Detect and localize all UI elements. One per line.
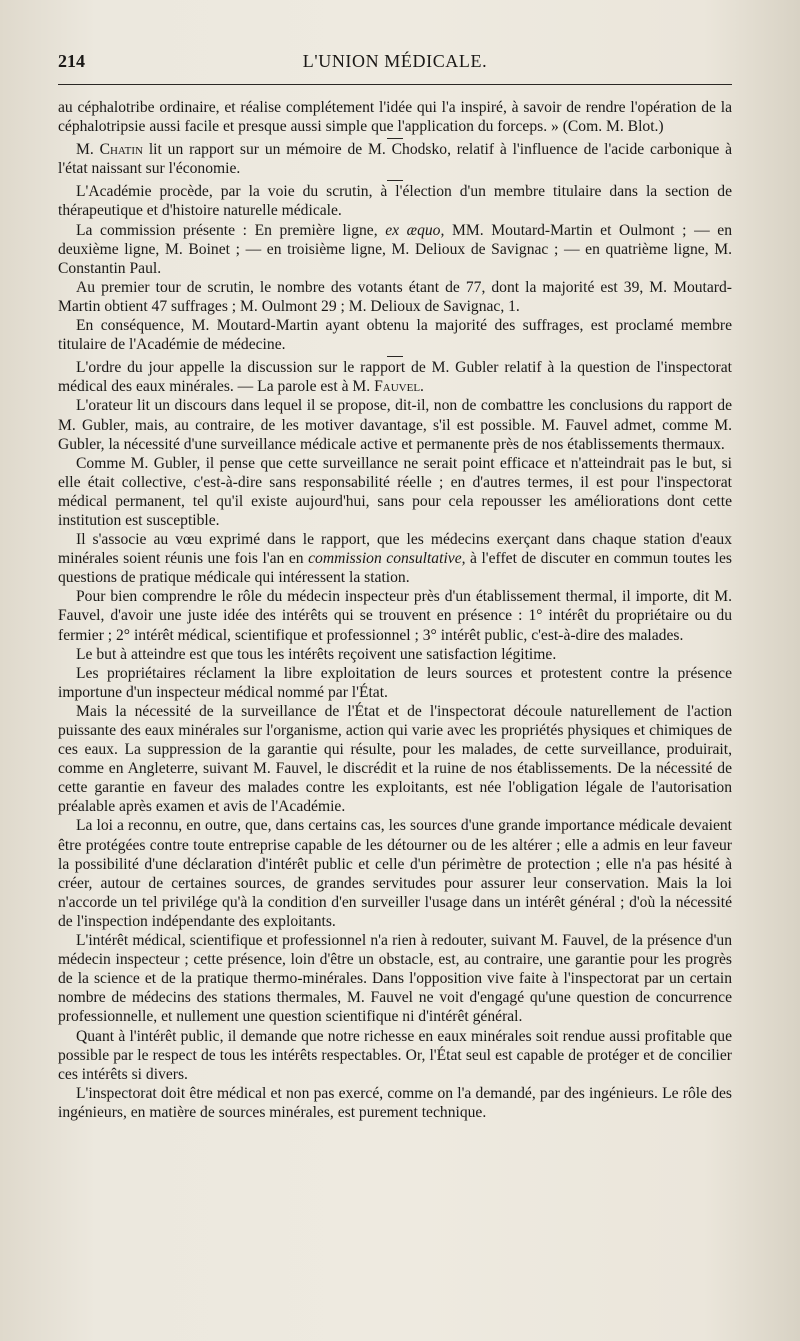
paragraph-engineers: L'inspectorat doit être médical et non pas exercé, comme on l'a demandé, par des ingénieurs. Le rôle des ingénieurs, en matière de sources minérales, est purement technique. <box>58 1084 732 1121</box>
paragraph-order-of-day: L'ordre du jour appelle la discussion sur le rapport de M. Gubler relatif à la question de l'inspectorat médical des eaux minérales. — La parole est à M. Fauvel. <box>58 359 732 396</box>
paragraph-law: La loi a reconnu, en outre, que, dans certains cas, les sources d'une grande importance médicale devaient être protégées contre toute entreprise capable de les détourner ou de les altérer ; elle a admis en leur faveur la possibilité d'une déclaration d'intérêt public et celle d'un périmètre de protection ; elle n'a pas hésité à créer, autour de certaines sources, de grandes servitudes pour assurer leur conservation. Mais la loi n'accorde un tel privilége qu'à la condition d'en surveiller l'usage dans un intérêt général ; d'où la nécessité de l'inspection indépendante des exploitants. <box>58 817 732 930</box>
speaker-name: Fauvel. <box>374 378 424 396</box>
page-number: 214 <box>58 51 85 71</box>
page-header <box>58 50 732 72</box>
paragraph-surveillance: Comme M. Gubler, il pense que cette surveillance ne serait point efficace et n'atteindrait pas le but, si elle était collective, c'est-à-dire sans responsabilité réelle ; en d'autres termes, il est pour l'inspectorat médical permanent, tel qu'il existe aujourd'hui, sans pour cela repousser les améliorations dont cette institution est susceptible. <box>58 454 732 529</box>
latin-phrase: ex æquo, <box>385 221 445 239</box>
paragraph-cephalotribe: au céphalotribe ordinaire, et réalise complétement l'idée qui l'a inspiré, à savoir de rendre l'opération de la céphalotripsie aussi facile et presque aussi simple que l'application du forceps. » (Com. M. Blot.) <box>58 99 732 136</box>
paragraph-medical-interest: L'intérêt médical, scientifique et professionnel n'a rien à redouter, suivant M. Fauvel, de la présence d'un médecin inspecteur ; cette présence, loin d'être un obstacle, est, au contraire, une garantie pour les progrès de la science et de la pratique thermo-minérales. Dans l'opposition vive faite à l'inspectorat par un certain nombre de médecins des stations thermales, M. Fauvel ne voit d'engagé qu'une question de concurrence professionnelle, et nullement une question scientifique ni d'intérêt général. <box>58 932 732 1026</box>
paragraph-vote-results: Au premier tour de scrutin, le nombre des votants étant de 77, dont la majorité est 39, M. Moutard-Martin obtient 47 suffrages ; M. Oulmont 29 ; M. Delioux de Savignac, 1. <box>58 278 732 315</box>
paragraph-election: L'Académie procède, par la voie du scrutin, à l'élection d'un membre titulaire dans la section de thérapeutique et d'histoire naturelle médicale. <box>58 183 732 220</box>
paragraph-proclamation: En conséquence, M. Moutard-Martin ayant obtenu la majorité des suffrages, est proclamé membre titulaire de l'Académie de médecine. <box>58 317 732 354</box>
italic-term: commission consultative, <box>308 550 466 568</box>
paragraph-state-necessity: Mais la nécessité de la surveillance de l'État et de l'inspectorat découle naturellement de l'action puissante des eaux minérales sur l'organisme, action qui varie avec les propriétés physiques et chimiques de ces eaux. La suppression de la garantie qui résulte, pour les malades, de cette surveillance, produirait, comme en Angleterre, suivant M. Fauvel, le discrédit et la ruine de nos établissements. De la nécessité de cette garantie en faveur des malades contre les exploitants, est née l'obligation légale de l'autorisation préalable après examen et avis de l'Académie. <box>58 702 732 816</box>
speaker-name: M. Chatin <box>76 141 143 159</box>
paragraph-chatin-report: M. Chatin lit un rapport sur un mémoire de M. Chodsko, relatif à l'influence de l'acide carbonique à l'état naissant sur l'économie. <box>58 141 733 178</box>
paragraph-commission: La commission présente : En première ligne, ex æquo, MM. Moutard-Martin et Oulmont ; — en deuxième ligne, M. Boinet ; — en troisième ligne, M. Delioux de Savignac ; — en quatrième ligne, M. Constantin Paul. <box>58 221 732 277</box>
paragraph-discourse: L'orateur lit un discours dans lequel il se propose, dit-il, non de combattre les conclusions du rapport de M. Gubler, mais, au contraire, de les motiver davantage, s'il est possible. M. Fauvel admet, comme M. Gubler, la nécessité d'une surveillance médicale active et permanente près de nos établissements thermaux. <box>58 397 732 453</box>
paragraph-owners: Les propriétaires réclament la libre exploitation de leurs sources et protestent contre la présence importune d'un inspecteur médical nommé par l'État. <box>58 664 732 701</box>
header-rule <box>58 84 732 85</box>
paragraph-commission-consultative: Il s'associe au vœu exprimé dans le rapport, que les médecins exerçant dans chaque station d'eaux minérales soient réunis une fois l'an en commission consultative, à l'effet de discuter en commun toutes les questions de pratique médicale qui intéressent la station. <box>58 531 732 587</box>
running-title: L'UNION MÉDICALE. <box>302 51 488 71</box>
paragraph-goal: Le but à atteindre est que tous les intérêts reçoivent une satisfaction légitime. <box>76 645 557 663</box>
section-separator <box>387 180 403 181</box>
paragraph-public-interest: Quant à l'intérêt public, il demande que notre richesse en eaux minérales soit rendue aussi profitable que possible par le respect de tous les intérêts respectables. Or, l'État seul est capable de protéger et de concilier ces intérêts si divers. <box>58 1027 732 1083</box>
paragraph-interests: Pour bien comprendre le rôle du médecin inspecteur près d'un établissement thermal, il importe, dit M. Fauvel, d'avoir une juste idée des intérêts qui se trouvent en présence : 1° intérêt du propriétaire ou du fermier ; 2° intérêt médical, scientifique et professionnel ; 3° intérêt public, c'est-à-dire des malades. <box>58 588 732 644</box>
section-separator <box>387 138 403 139</box>
section-separator <box>387 356 403 357</box>
